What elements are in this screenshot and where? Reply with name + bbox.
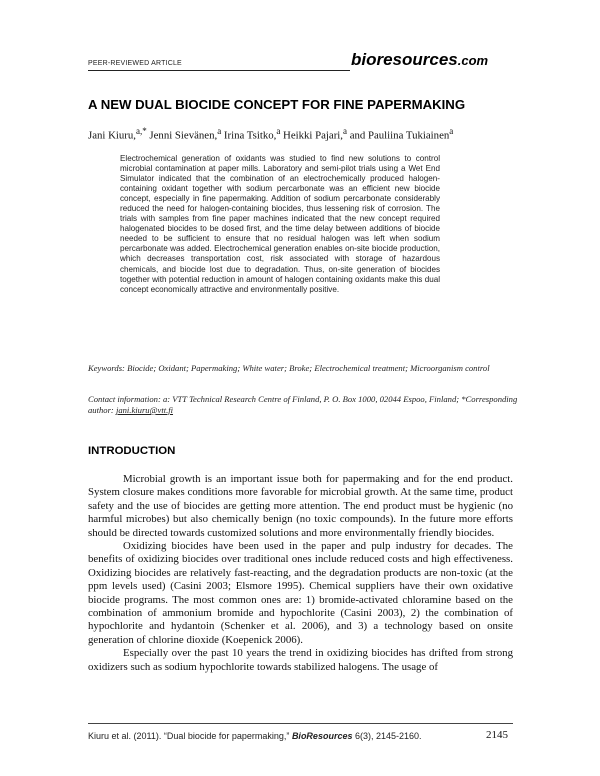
contact-text: Contact information: a: VTT Technical Research Centre of Finland, P. O. Box 1000, 02044 Espoo, Finland; *Corresponding author: (88, 394, 518, 415)
body-paragraph: Oxidizing biocides have been used in the paper and pulp industry for decades. The benefits of oxidizing biocides over traditional ones include reduced costs and high effectiveness. Oxidizing biocides are relatively fast-reacting, and the degradation products are non-toxic (at the ppm levels used) (Casini 2003; Elsmore 1995). Chemical suppliers have their own oxidative biocide programs. The most common ones are: 1) bromide-activated chloramine based on the combination of ammonium bromide and hypochlorite (Casini 2003), 2) the combination of hypochlorite and hydantoin (Schenker et al. 2006), and 3) a technology based on onsite generation of chlorine dioxide (Koepenick 2006). (88, 540, 513, 646)
author-name: Jani Kiuru, (88, 129, 136, 142)
journal-name: BioResources (291, 731, 353, 741)
article-title: A NEW DUAL BIOCIDE CONCEPT FOR FINE PAPERMAKING (88, 97, 466, 112)
header-rule (88, 70, 350, 71)
body-paragraph: Microbial growth is an important issue both for papermaking and for the end product. System closure makes conditions more favorable for microbial growth. At the same time, product safety and the use of biocides are getting more attention. The end product must be hygienic (no harmful microbes) but also chemically benign (no toxic compounds). In the future more efforts should be directed towards customized solutions and more environmentally friendly biocides. (88, 473, 513, 539)
author-affiliation: a (449, 126, 454, 136)
author-affiliation: a (217, 126, 222, 136)
citation-prefix: Kiuru et al. (2011). “Dual biocide for papermaking,” (88, 731, 292, 741)
author-name: Heikki Pajari, (280, 129, 343, 142)
author-name: and Pauliina Tukiainen (347, 129, 450, 142)
section-heading: INTRODUCTION (88, 445, 176, 457)
keywords: Keywords: Biocide; Oxidant; Papermaking; White water; Broke; Electrochemical treatment; Microorganism control (88, 363, 490, 373)
introduction-body (88, 473, 513, 674)
author-name: Irina Tsitko, (221, 129, 277, 142)
corresponding-email-link[interactable]: jani.kiuru@vtt.fi (115, 405, 174, 415)
contact-information (88, 394, 518, 416)
abstract: Electrochemical generation of oxidants was studied to find new solutions to control microbial contamination at paper mills. Laboratory and semi-pilot trials using a Wet End Simulator indicated that the combination of an electrochemically produced halogen-containing oxidant together with sodium percarbonate was an efficient new biocide concept, especially in fine papermaking. Addition of sodium percarbonate considerably reduced the need for halogen-containing biocides, thus lessening risk of corrosion. The trials with samples from fine paper machines indicated that the new concept required halogenated biocides to be dosed first, and the time delay between additions of biocide needed to be sufficient to ensure that no residual halogen was left when sodium percarbonate was added. Electrochemical generation enables on-site biocide production, which decreases transportation cost, risk associated with storage of hazardous chemicals, and biocide lost due to degradation. Thus, on-site generation of biocides together with potential reduction in amount of halogen containing oxidants make this dual concept economically attractive and environmentally positive. (120, 154, 440, 294)
body-paragraph: Especially over the past 10 years the trend in oxidizing biocides has drifted from strong oxidizers such as sodium hypochlorite towards stabilized halogens. The usage of (88, 647, 513, 673)
author-list (88, 126, 453, 142)
citation-suffix: 6(3), 2145-2160. (352, 731, 422, 741)
author-affiliation: a (343, 126, 347, 136)
logo-suffix: .com (457, 53, 489, 68)
logo-main: bioresources (351, 50, 458, 69)
author-affiliation: a (276, 126, 281, 136)
footer-citation (88, 731, 422, 741)
page-number: 2145 (486, 729, 508, 741)
article-type-label: PEER-REVIEWED ARTICLE (88, 60, 182, 67)
footer-rule (88, 723, 513, 724)
author-name: Jenni Sievänen, (146, 129, 218, 142)
author-affiliation: a,* (135, 126, 147, 136)
journal-logo[interactable] (351, 50, 488, 70)
